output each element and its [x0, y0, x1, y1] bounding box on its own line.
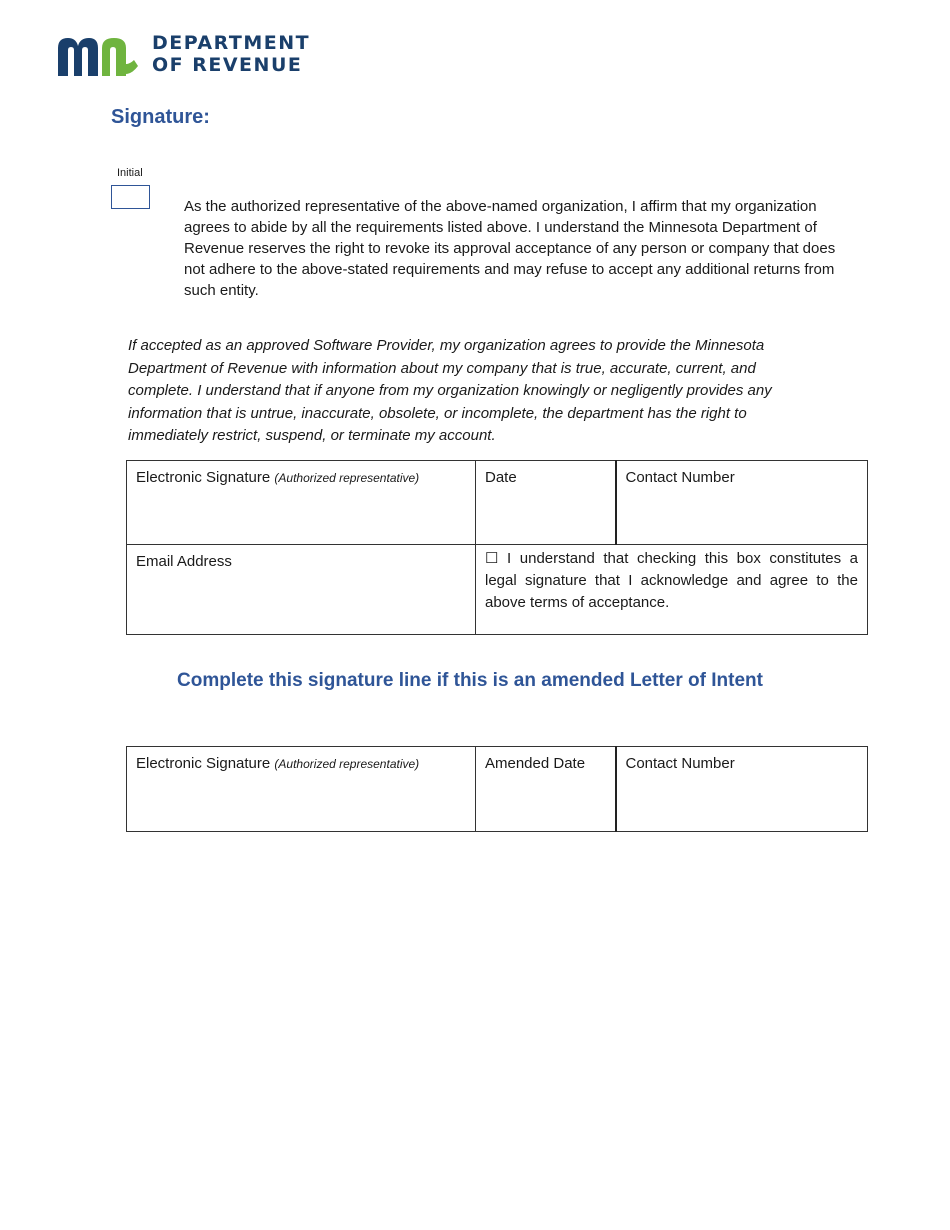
- contact-label: Contact Number: [625, 469, 735, 486]
- affirmation-paragraph: As the authorized representative of the above-named organization, I affirm that my organization agrees to abide by all the requirements listed above. I understand the Minnesota Department of Revenue reserves the right to revoke its approval acceptance of any person or company that does not adhere to the above-stated requirements and may refuse to accept any additional returns from such entity.: [184, 198, 836, 299]
- logo-wordmark: [152, 32, 310, 76]
- signature-heading: Signature:: [111, 106, 210, 128]
- amended-signature-label: Electronic Signature: [136, 755, 271, 772]
- signature-table: [126, 460, 868, 635]
- acknowledgement-checkbox[interactable]: ☐: [485, 550, 499, 567]
- amended-signature-cell[interactable]: [127, 747, 476, 832]
- initial-label: Initial: [117, 167, 143, 179]
- initial-input-box[interactable]: [111, 185, 150, 209]
- signature-label: Electronic Signature: [136, 469, 271, 486]
- amended-signature-table: [126, 746, 868, 832]
- mn-revenue-logo: [56, 32, 311, 80]
- amended-heading: Complete this signature line if this is an amended Letter of Intent: [177, 670, 763, 691]
- email-cell[interactable]: [127, 545, 476, 635]
- date-cell[interactable]: [476, 461, 616, 545]
- acknowledgement-text: I understand that checking this box constitutes a legal signature that I acknowledge and agree to the above terms of acceptance.: [485, 550, 858, 611]
- date-label: Date: [485, 469, 517, 486]
- email-label: Email Address: [136, 553, 232, 570]
- contact-cell[interactable]: [616, 461, 868, 545]
- logo-line-1: DEPARTMENT: [152, 32, 311, 54]
- amended-contact-label: Contact Number: [625, 755, 735, 772]
- amended-date-cell[interactable]: [476, 747, 616, 832]
- acknowledgement-cell: [476, 545, 868, 635]
- signature-cell[interactable]: [127, 461, 476, 545]
- amended-signature-note: (Authorized representative): [274, 757, 420, 771]
- provider-statement: If accepted as an approved Software Provider, my organization agrees to provide the Minnesota Department of Revenue with information about my company that is true, accurate, current, and complete. I understand that if anyone from my organization knowingly or negligently provides any information that is untrue, inaccurate, obsolete, or incomplete, the department has the right to immediately restrict, suspend, or terminate my account.: [128, 337, 772, 444]
- logo-line-2: OF REVENUE: [152, 54, 303, 76]
- signature-note: (Authorized representative): [274, 471, 420, 485]
- amended-date-label: Amended Date: [485, 755, 586, 772]
- mn-logo-icon: [56, 34, 140, 78]
- amended-contact-cell[interactable]: [616, 747, 868, 832]
